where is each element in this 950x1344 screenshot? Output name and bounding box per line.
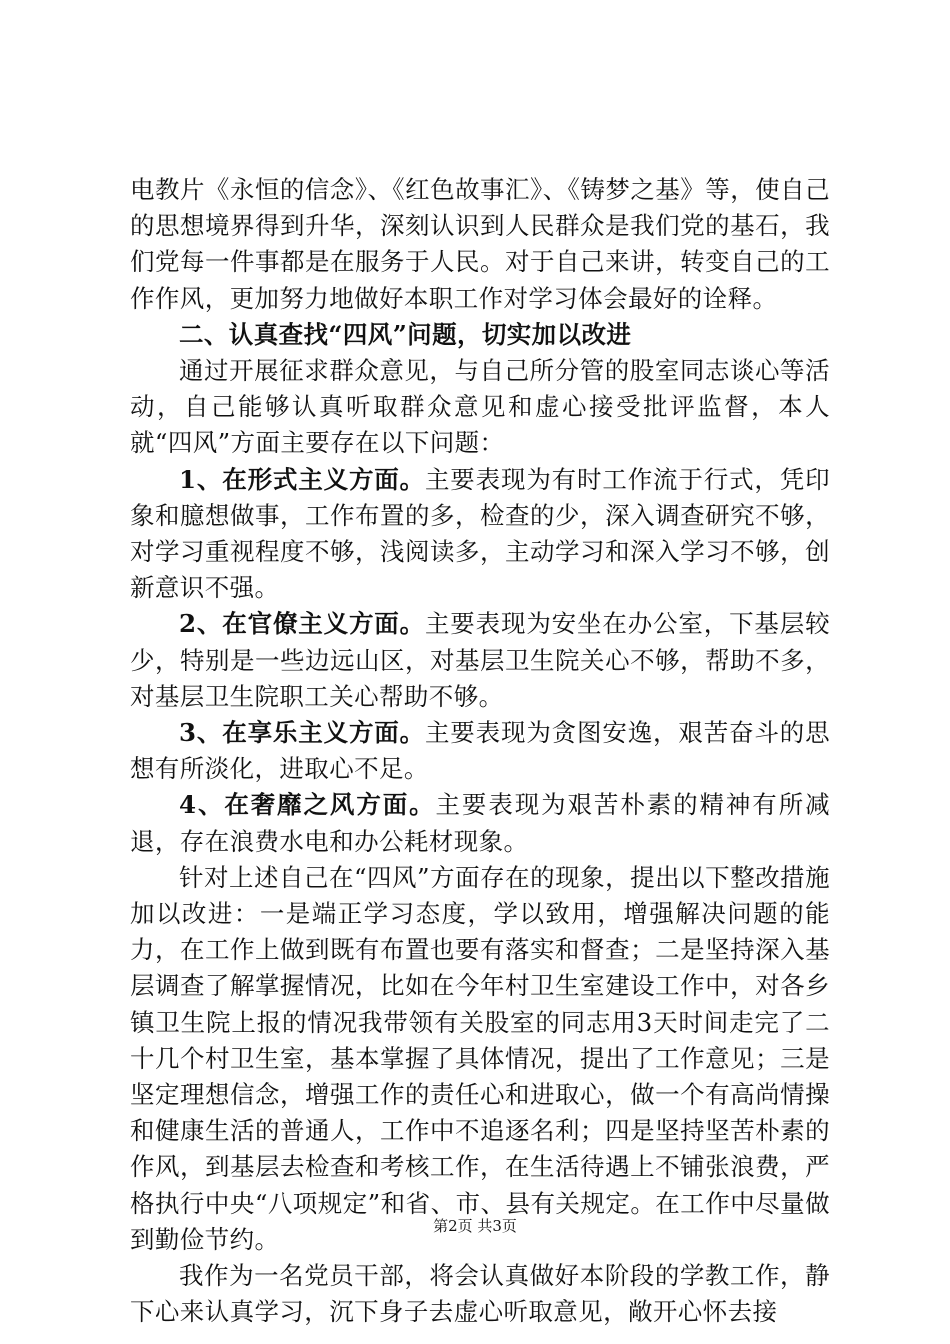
paragraph-text: 电教片《永恒的信念》、《红色故事汇》、《铸梦之基》等，使自己的思想境界得到升华，深刻认识到人民群众是我们党的基石，我们党每一件事都是在服务于人民。对于自己来讲，转变自己的工作作风，更加努力地做好本职工作对学习体会最好的诠释。 xyxy=(130,175,830,313)
paragraph-intro xyxy=(130,353,830,462)
paragraph-text: 主要表现为贪图安逸，艰苦奋斗的思想有所淡化，进取心不足。 xyxy=(130,718,830,784)
paragraph-text: 针对上述自己在“四风”方面存在的现象，提出以下整改措施加以改进：一是端正学习态度，学以致用，增强解决问题的能力，在工作上做到既有布置也要有落实和督查；二是坚持深入基层调查了解掌握情况，比如在今年村卫生室建设工作中，对各乡镇卫生院上报的情况我带领有关股室的同志用3天时间走完了二十几个村卫生室，基本掌握了具体情况，提出了工作意见；三是坚定理想信念，增强工作的责任心和进取心，做一个有高尚情操和健康生活的普通人，工作中不追逐名利；四是坚持坚苦朴素的作风，到基层去检查和考核工作，在生活待遇上不铺张浪费，严格执行中央“八项规定”和省、市、县有关规定。在工作中尽量做到勤俭节约。 xyxy=(130,862,830,1254)
heading-text: 二、认真查找“四风”问题，切实加以改进 xyxy=(179,319,632,349)
paragraph-item-hedonism xyxy=(130,715,830,787)
paragraph-item-extravagance xyxy=(130,787,830,859)
paragraph-text: 我作为一名党员干部，将会认真做好本阶段的学教工作，静下心来认真学习，沉下身子去虚心听取意见，敞开心怀去接 xyxy=(130,1261,830,1327)
paragraph-continuation xyxy=(130,172,830,317)
paragraph-text: 主要表现为有时工作流于行式，凭印象和臆想做事，工作布置的多，检查的少，深入调查研究不够，对学习重视程度不够，浅阅读多，主动学习和深入学习不够，创新意识不强。 xyxy=(130,464,830,603)
paragraph-item-formalism xyxy=(130,462,830,607)
paragraph-text: 主要表现为艰苦朴素的精神有所减退，存在浪费水电和办公耗材现象。 xyxy=(130,790,831,856)
section-heading xyxy=(130,317,830,353)
item-lead: 1、在形式主义方面。 xyxy=(179,464,425,494)
paragraph-measures xyxy=(130,860,830,1258)
page-number-footer xyxy=(0,1216,950,1236)
paragraph-closing xyxy=(130,1258,830,1330)
paragraph-item-bureaucratism xyxy=(130,606,830,715)
item-lead: 3、在享乐主义方面。 xyxy=(179,718,425,748)
paragraph-text: 通过开展征求群众意见，与自己所分管的股室同志谈心等活动，自己能够认真听取群众意见和虚心接受批评监督，本人就“四风”方面主要存在以下问题： xyxy=(130,356,830,458)
document-body xyxy=(130,172,830,1331)
page-label: 第2页 共3页 xyxy=(433,1217,517,1235)
paragraph-text: 主要表现为安坐在办公室，下基层较少，特别是一些边远山区，对基层卫生院关心不够，帮助不多，对基层卫生院职工关心帮助不够。 xyxy=(130,609,830,711)
item-lead: 4、在奢靡之风方面。 xyxy=(179,790,436,820)
item-lead: 2、在官僚主义方面。 xyxy=(179,609,425,639)
